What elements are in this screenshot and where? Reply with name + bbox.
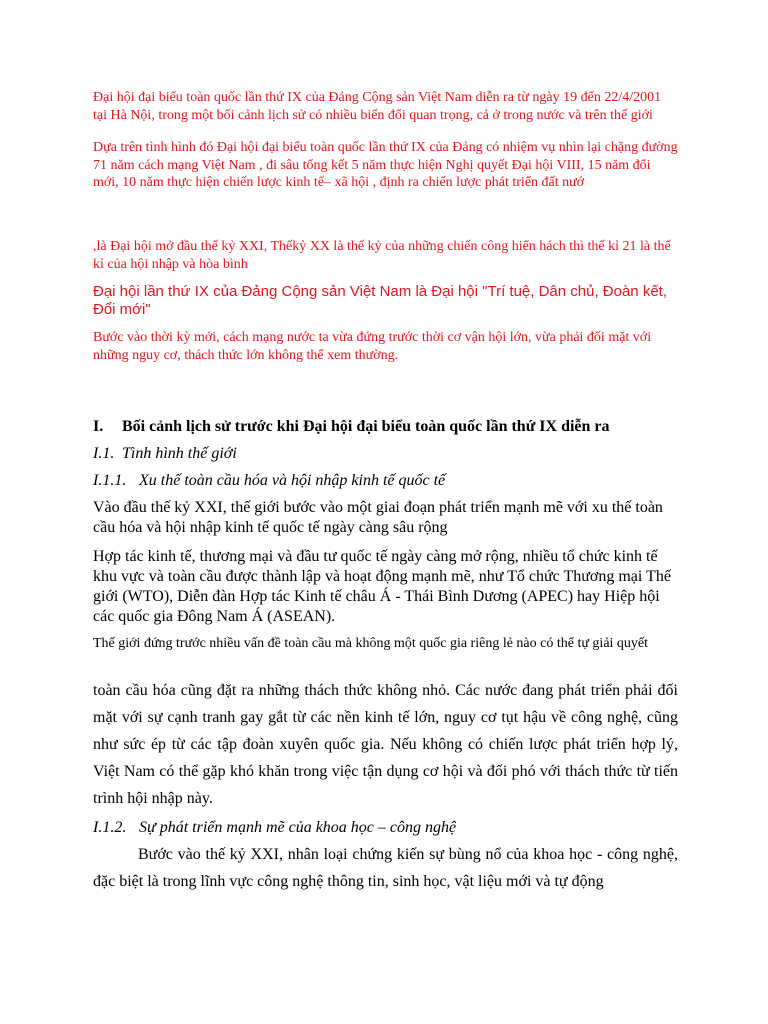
body-paragraph-1: Vào đầu thế kỷ XXI, thế giới bước vào một giai đoạn phát triển mạnh mẽ với xu thế toàn cầu hóa và hội nhập kinh tế quốc tế ngày càng sâu rộng — [93, 499, 663, 536]
section-heading — [93, 417, 678, 437]
subsection-heading-1 — [93, 444, 678, 464]
body-paragraph-5: Bước vào thế kỷ XXI, nhân loại chứng kiến sự bùng nổ của khoa học - công nghệ, đặc biệt là trong lĩnh vực công nghệ thông tin, sinh học, vật liệu mới và tự động — [93, 846, 678, 890]
section-title: Bối cảnh lịch sử trước khi Đại hội đại biểu toàn quốc lần thứ IX diễn ra — [122, 418, 610, 435]
intro-paragraph-5: Bước vào thời kỳ mới, cách mạng nước ta vừa đứng trước thời cơ vận hội lớn, vừa phải đối mặt với những nguy cơ, thách thức lớn không thể xem thường. — [93, 330, 652, 363]
intro-paragraph-2: Dựa trên tình hình đó Đại hội đại biểu toàn quốc lần thứ IX của Đảng có nhiệm vụ nhìn lại chặng đường 71 năm cách mạng Việt Nam , đi sâu tổng kết 5 năm thực hiện Nghị quyết Đại hội VIII, 15 năm đổi mới, 10 năm thực hiện chiến lược kinh tế– xã hội , định ra chiến lược phát triển đất nướ — [93, 140, 678, 190]
body-paragraph-3: Thế giới đứng trước nhiều vấn đề toàn cầu mà không một quốc gia riêng lẻ nào có thể tự giải quyết — [93, 636, 649, 651]
intro-paragraph-1: Đại hội đại biểu toàn quốc lần thứ IX của Đảng Cộng sản Việt Nam diễn ra từ ngày 19 đến 22/4/2001 tại Hà Nội, trong một bối cảnh lịch sử có nhiều biến đổi quan trọng, cả ở trong nước và trên thế giới — [93, 90, 662, 123]
subsection-heading-1-1 — [93, 471, 678, 491]
subsection-number: I.1.2. — [93, 819, 127, 836]
subsection-title: Tình hình thế giới — [122, 445, 237, 462]
subsection-title: Sự phát triển mạnh mẽ của khoa học – công nghệ — [139, 819, 457, 836]
intro-paragraph-3: ,là Đại hội mở đầu thế kỷ XXI, Thếkỷ XX là thế kỷ của những chiến công hiển hách thì thế kỉ 21 là thế kỉ của hội nhập và hòa bình — [93, 239, 671, 272]
subsection-title: Xu thế toàn cầu hóa và hội nhập kinh tế quốc tế — [139, 472, 446, 489]
body-paragraph-4: toàn cầu hóa cũng đặt ra những thách thức không nhỏ. Các nước đang phát triển phải đối mặt với sự cạnh tranh gay gắt từ các nền kinh tế lớn, nguy cơ tụt hậu về công nghệ, cũng như sức ép từ các tập đoàn xuyên quốc gia. Nếu không có chiến lược phát triển hợp lý, Việt Nam có thể gặp khó khăn trong việc tận dụng cơ hội và đối phó với thách thức từ tiến trình hội nhập này. — [93, 682, 678, 807]
subsection-number: I.1.1. — [93, 472, 127, 489]
section-number: I. — [93, 418, 104, 435]
intro-paragraph-4: Đại hội lần thứ IX của Đảng Cộng sản Việt Nam là Đại hội "Trí tuệ, Dân chủ, Đoàn kết, Đổi mới" — [93, 283, 667, 318]
subsection-number: I.1. — [93, 445, 115, 462]
subsection-heading-1-2 — [93, 818, 678, 838]
body-paragraph-2: Hợp tác kinh tế, thương mại và đầu tư quốc tế ngày càng mở rộng, nhiều tổ chức kinh tế khu vực và toàn cầu được thành lập và hoạt động mạnh mẽ, như Tổ chức Thương mại Thế giới (WTO), Diễn đàn Hợp tác Kinh tế châu Á - Thái Bình Dương (APEC) hay Hiệp hội các quốc gia Đông Nam Á (ASEAN). — [93, 548, 671, 625]
